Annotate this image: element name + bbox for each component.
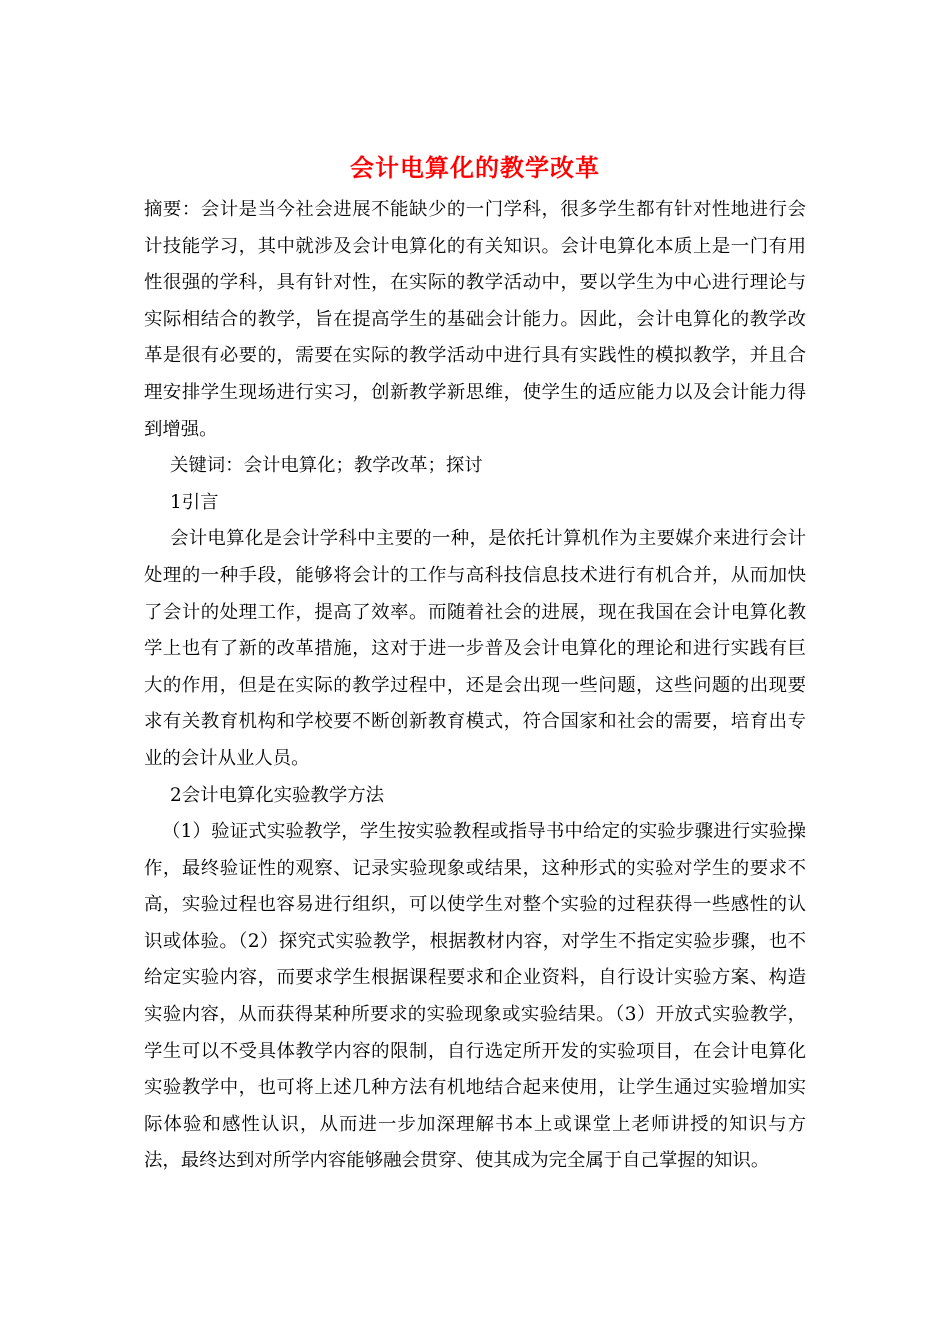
section-1-body: 会计电算化是会计学科中主要的一种，是依托计算机作为主要媒介来进行会计处理的一种手段，能够将会计的工作与高科技信息技术进行有机合并，从而加快了会计的处理工作，提高了效率。而随着社会的进展，现在我国在会计电算化教学上也有了新的改革措施，这对于进一步普及会计电算化的理论和进行实践有巨大的作用，但是在实际的教学过程中，还是会出现一些问题，这些问题的出现要求有关教育机构和学校要不断创新教育模式，符合国家和社会的需要，培育出专业的会计从业人员。	[144, 528, 806, 769]
document-page	[144, 150, 806, 1180]
section-2-heading: 2会计电算化实验教学方法	[170, 784, 384, 806]
abstract-paragraph: 摘要：会计是当今社会进展不能缺少的一门学科，很多学生都有针对性地进行会计技能学习，其中就涉及会计电算化的有关知识。会计电算化本质上是一门有用性很强的学科，具有针对性，在实际的教学活动中，要以学生为中心进行理论与实际相结合的教学，旨在提高学生的基础会计能力。因此，会计电算化的教学改革是很有必要的，需要在实际的教学活动中进行具有实践性的模拟教学，并且合理安排学生现场进行实习，创新教学新思维，使学生的适应能力以及会计能力得到增强。	[144, 199, 806, 440]
document-title: 会计电算化的教学改革	[350, 153, 600, 182]
section-2-body: （1）验证式实验教学，学生按实验教程或指导书中给定的实验步骤进行实验操作，最终验证性的观察、记录实验现象或结果，这种形式的实验对学生的要求不高，实验过程也容易进行组织，可以使学生对整个实验的过程获得一些感性的认识或体验。（2）探究式实验教学，根据教材内容，对学生不指定实验步骤，也不给定实验内容，而要求学生根据课程要求和企业资料，自行设计实验方案、构造实验内容，从而获得某种所要求的实验现象或实验结果。（3）开放式实验教学，学生可以不受具体教学内容的限制，自行选定所开发的实验项目，在会计电算化实验教学中，也可将上述几种方法有机地结合起来使用，让学生通过实验增加实际体验和感性认识，从而进一步加深理解书本上或课堂上老师讲授的知识与方法，最终达到对所学内容能够融会贯穿、使其成为完全属于自己掌握的知识。	[144, 821, 806, 1172]
keywords-line: 关键词：会计电算化；教学改革；探讨	[170, 455, 483, 477]
section-1-heading: 1引言	[170, 491, 219, 513]
